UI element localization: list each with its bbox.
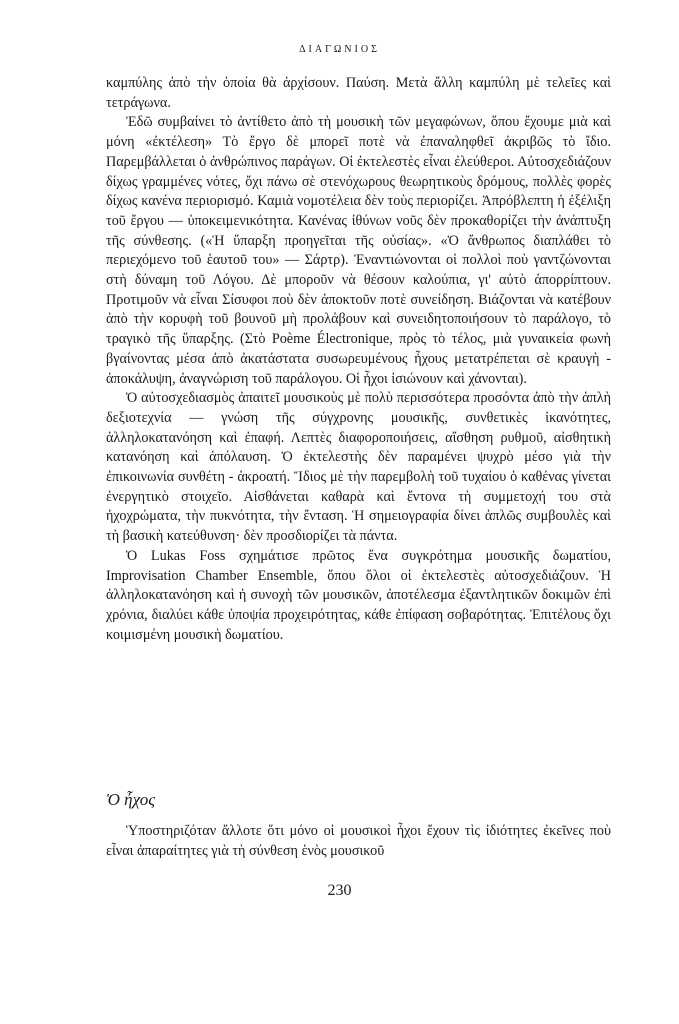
paragraph-continuation: καμπύλης ἀπὸ τὴν ὁποία θὰ ἀρχίσουν. Παύση. Μετὰ ἄλλη καμπύλη μὲ τελεῖες καὶ τετράγωνα. — [106, 75, 611, 111]
body-text — [106, 74, 611, 645]
paragraph-lukas-foss: Ὁ Lukas Foss σχημάτισε πρῶτος ἕνα συγκρότημα μουσικῆς δωματίου, Improvisation Chamber Ensemble, ὅπου ὅλοι οἱ ἐκτελεστὲς αὐτοσχεδιάζουν. Ἡ ἀλληλοκατανόηση καὶ ἡ συνοχὴ τῶν μουσικῶν, ἀποτέλεσμα ἐξαντλητικῶν δοκιμῶν ἐπὶ χρόνια, διαλύει κάθε ὑποψία προχειρότητας, κάθε ἐπίφαση σοβαρότητας. Ἐπιτέλους ὄχι κοιμισμένη μουσικὴ δωματίου. — [106, 547, 611, 643]
page-number: 230 — [327, 882, 352, 899]
paragraph-musicians: Ὁ αὐτοσχεδιασμὸς ἀπαιτεῖ μουσικοὺς μὲ πολὺ περισσότερα προσόντα ἀπὸ τὴν ἁπλὴ δεξιοτεχνία — γνώση τῆς σύγχρονης μουσικῆς, συνθετικὲς ἱκανότητες, ἀλληλοκατανόηση καὶ ἐπαφή. Λεπτὲς διαφοροποιήσεις, αἴσθηση ρυθμοῦ, αἰσθητικὴ κατανόηση καὶ ἀπόλαυση. Ὁ ἐκτελεστὴς δὲν παραμένει ψυχρὸ μέσο γιὰ τὴν ἐπικοινωνία συνθέτη - ἀκροατή. Ἴδιος μὲ τὴν παρεμβολὴ τοῦ τυχαίου ὁ καθένας γίνεται ἐνεργητικὸ στοιχεῖο. Αἰσθάνεται καθαρὰ καὶ ἔντονα τὴ συμμετοχή του στὰ ἠχοχρώματα, τὴν πυκνότητα, τὴν ἔνταση. Ἡ σημειογραφία δίνει ἁπλῶς συμβουλὲς καὶ τὴ βασικὴ κατεύθυνση· δὲν προσδιορίζει τὰ πάντα. — [106, 390, 611, 545]
section-heading: Ὁ ἦχος — [106, 790, 156, 809]
section-body-text — [106, 822, 611, 861]
running-head: ΔΙΑΓΩΝΙΟΣ — [299, 44, 380, 55]
paragraph-sound: Ὑποστηριζόταν ἄλλοτε ὅτι μόνο οἱ μουσικοὶ ἦχοι ἔχουν τὶς ἰδιότητες ἐκεῖνες ποὺ εἶναι ἀπαραίτητες γιὰ τὴ σύνθεση ἑνὸς μουσικοῦ — [106, 823, 611, 859]
paragraph-improvisation: Ἐδῶ συμβαίνει τὸ ἀντίθετο ἀπὸ τὴ μουσικὴ τῶν μεγαφώνων, ὅπου ἔχουμε μιὰ καὶ μόνη «ἐκτέλεση» Τὸ ἔργο δὲ μπορεῖ ποτὲ νὰ ἐπαναληφθεῖ ἀκριβῶς τὸ ἴδιο. Παρεμβάλλεται ὁ ἀνθρώπινος παράγων. Οἱ ἐκτελεστὲς εἶναι ἐλεύθεροι. Αὐτοσχεδιάζουν δίχως γραμμένες νότες, ὄχι πάνω σὲ στενόχωρους θεωρητικοὺς δρόμους, πολλὲς φορὲς δίχως κανένα περιορισμό. Καμιὰ νομοτέλεια δὲν τοὺς περιορίζει. Ἀπρόβλεπτη ἡ ἐξέλιξη τοῦ ἔργου — ὑποκειμενικότητα. Κανένας ἰθύνων νοῦς δὲν προκαθορίζει τὴν ἀνάπτυξη τῆς σύνθεσης. («Ἡ ὕπαρξη προηγεῖται τῆς οὐσίας». «Ὁ ἄνθρωπος διαπλάθει τὸ περιεχόμενο τοῦ ἑαυτοῦ του» — Σάρτρ). Ἐναντιώνονται οἱ πολλοὶ ποὺ γαντζώνονται στὴ δύναμη τοῦ Λόγου. Δὲ μποροῦν νὰ θέσουν καλούπια, γι' αὐτὸ ἀπορρίπτουν. Προτιμοῦν νὰ εἶναι Σίσυφοι ποὺ δὲν ἀποκτοῦν ποτὲ συνείδηση. Βιάζονται νὰ κατέβουν ἀπὸ τὴν κορυφὴ τοῦ βουνοῦ μὴ προλάβουν καὶ συνειδητοποιήσουν τὸ παράλογο, τὸ τραγικὸ τῆς ὕπαρξης. (Στὸ Poème Électronique, πρὸς τὸ τέλος, μιὰ γυναικεία φωνὴ βγαίνοντας μέσα ἀπὸ ἀκατάστατα συσωρευμένους ἦχους μετατρέπεται σὲ κραυγὴ - ἀποκάλυψη, ἀναγνώριση τοῦ παράλογου. Οἱ ἦχοι ἰσιώνουν καὶ χάνονται). — [106, 114, 611, 387]
